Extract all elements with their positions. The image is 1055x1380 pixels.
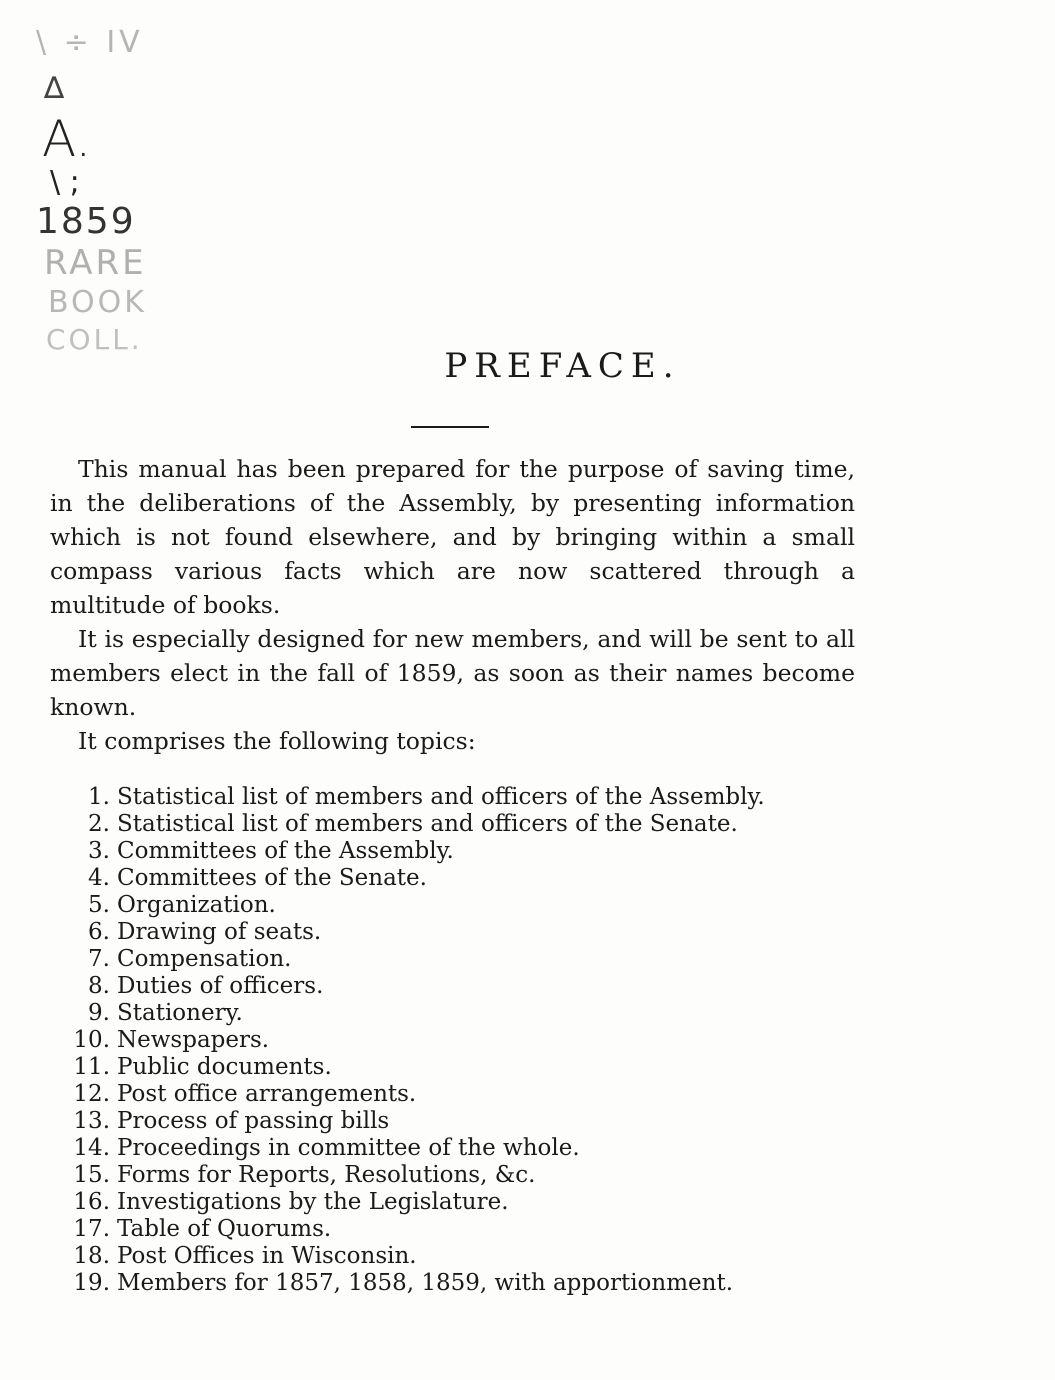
list-item-number: 14. xyxy=(73,1135,110,1161)
paragraph: It is especially designed for new members, and will be sent to all members elect in the fall of 1859, as soon as their names become known. xyxy=(50,625,855,721)
list-item-number: 11. xyxy=(73,1054,110,1080)
topic-list xyxy=(62,784,822,1297)
list-item-text: Stationery. xyxy=(117,1000,243,1026)
list-item xyxy=(62,1108,822,1135)
list-item-text: Table of Quorums. xyxy=(117,1216,332,1242)
list-item-number: 2. xyxy=(88,811,110,837)
list-item-number: 4. xyxy=(88,865,110,891)
list-item xyxy=(62,1027,822,1054)
list-item xyxy=(62,1162,822,1189)
list-item-number: 18. xyxy=(73,1243,110,1269)
stamp-line: RARE xyxy=(44,243,147,283)
paragraph: This manual has been prepared for the purpose of saving time, in the deliberations of the Assembly, by presenting information which is not found elsewhere, and by bringing within a small compass various facts which are now scattered through a multitude of books. xyxy=(50,455,855,619)
list-item-number: 16. xyxy=(73,1189,110,1215)
list-item-number: 8. xyxy=(88,973,110,999)
list-item xyxy=(62,1000,822,1027)
stamp-line: \ ; xyxy=(50,165,80,200)
list-item-text: Post Offices in Wisconsin. xyxy=(117,1243,417,1269)
list-item-text: Statistical list of members and officers of the Assembly. xyxy=(117,784,765,810)
stamp-line: 1859 xyxy=(36,201,136,242)
list-item-number: 12. xyxy=(73,1081,110,1107)
list-item xyxy=(62,1054,822,1081)
list-item-text: Members for 1857, 1858, 1859, with apportionment. xyxy=(117,1270,734,1296)
list-item-text: Committees of the Senate. xyxy=(117,865,427,891)
list-item-text: Forms for Reports, Resolutions, &c. xyxy=(117,1162,536,1188)
list-item-text: Organization. xyxy=(117,892,276,918)
list-item-text: Newspapers. xyxy=(117,1027,270,1053)
list-item xyxy=(62,811,822,838)
list-item-text: Post office arrangements. xyxy=(117,1081,417,1107)
stamp-line: ∆ xyxy=(44,71,65,106)
list-item xyxy=(62,1243,822,1270)
list-item xyxy=(62,1135,822,1162)
list-item xyxy=(62,1081,822,1108)
list-item-number: 7. xyxy=(88,946,110,972)
title-divider xyxy=(411,426,489,428)
page-title: PREFACE. xyxy=(444,346,681,386)
list-item xyxy=(62,865,822,892)
list-item-text: Committees of the Assembly. xyxy=(117,838,454,864)
stamp-line: A. xyxy=(42,110,92,168)
list-item-number: 10. xyxy=(73,1027,110,1053)
list-item xyxy=(62,1270,822,1297)
list-item-text: Statistical list of members and officers of the Senate. xyxy=(117,811,738,837)
list-item-number: 13. xyxy=(73,1108,110,1134)
list-item-text: Process of passing bills xyxy=(117,1108,390,1134)
stamp-line: BOOK xyxy=(48,285,147,320)
list-item-number: 3. xyxy=(88,838,110,864)
list-item-text: Proceedings in committee of the whole. xyxy=(117,1135,580,1161)
preface-body xyxy=(50,452,855,758)
list-item xyxy=(62,838,822,865)
list-item xyxy=(62,1189,822,1216)
list-item-text: Public documents. xyxy=(117,1054,332,1080)
list-item-number: 17. xyxy=(73,1216,110,1242)
list-item-text: Investigations by the Legislature. xyxy=(117,1189,509,1215)
list-item-number: 15. xyxy=(73,1162,110,1188)
list-item-number: 9. xyxy=(88,1000,110,1026)
list-item-number: 19. xyxy=(73,1270,110,1296)
list-item xyxy=(62,919,822,946)
library-stamp xyxy=(30,25,190,356)
list-item-number: 6. xyxy=(88,919,110,945)
list-item xyxy=(62,784,822,811)
list-item-text: Compensation. xyxy=(117,946,292,972)
stamp-line: \ ÷ IV xyxy=(36,25,144,60)
list-item-text: Drawing of seats. xyxy=(117,919,322,945)
stamp-line: COLL. xyxy=(46,323,143,356)
list-item-number: 5. xyxy=(88,892,110,918)
list-item xyxy=(62,892,822,919)
list-item xyxy=(62,1216,822,1243)
list-item-number: 1. xyxy=(88,784,110,810)
list-item xyxy=(62,973,822,1000)
list-item xyxy=(62,946,822,973)
list-item-text: Duties of officers. xyxy=(117,973,324,999)
paragraph: It comprises the following topics: xyxy=(78,727,476,755)
